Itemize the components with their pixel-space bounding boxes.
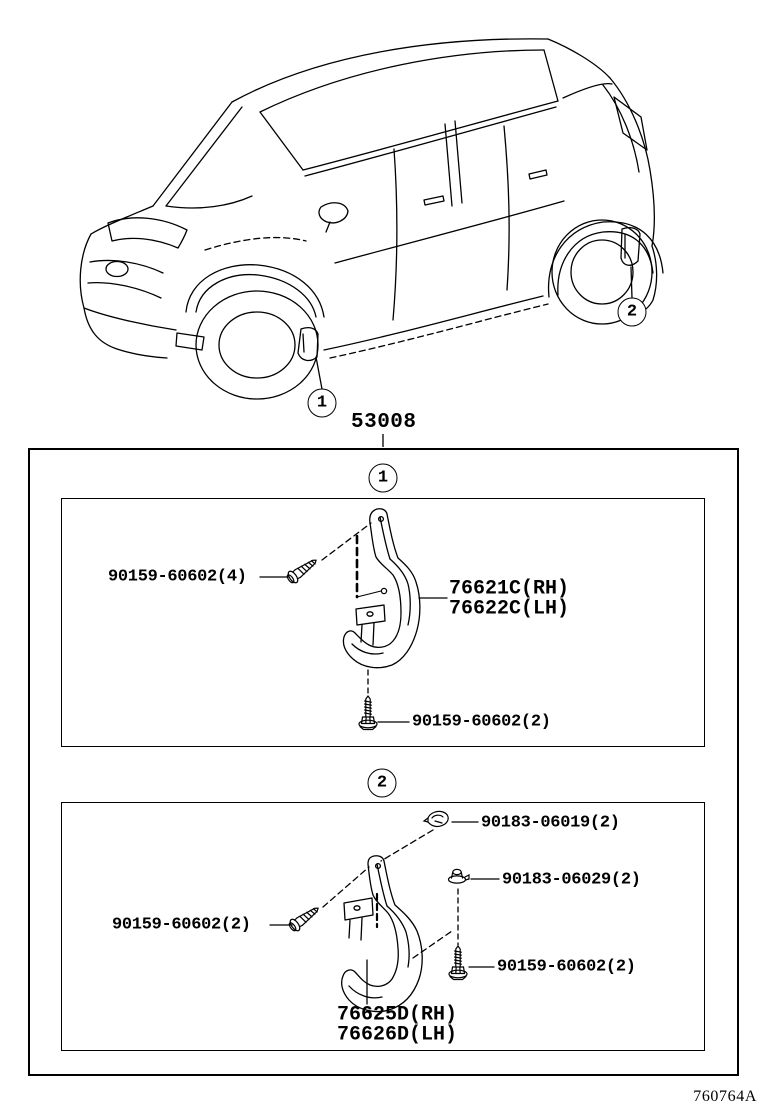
section-1-box <box>61 498 705 747</box>
car-line-art <box>80 39 663 399</box>
front-mudflap-mark <box>298 328 318 361</box>
part-label-bolt-front: 90159-60602(2) <box>412 712 551 732</box>
figure-code: 760764A <box>693 1088 757 1105</box>
section-1-callout: 1 <box>369 464 398 493</box>
section-2-callout: 2 <box>368 769 397 798</box>
part-label-clip-rear: 90183-06019(2) <box>481 813 620 833</box>
main-part-number: 53008 <box>351 411 417 434</box>
part-label-76621C-RH: 76621C(RH) <box>449 577 570 601</box>
rear-mudflap-mark <box>621 228 640 266</box>
car-callout-1-leader <box>316 357 322 389</box>
part-label-nut-rear: 90183-06029(2) <box>502 870 641 890</box>
part-label-screw-front: 90159-60602(4) <box>108 567 247 587</box>
part-label-screw-rear: 90159-60602(2) <box>112 915 251 935</box>
part-label-76622C-LH: 76622C(LH) <box>449 597 570 621</box>
part-label-76625D-RH: 76625D(RH) <box>337 1003 458 1027</box>
part-label-bolt-rear: 90159-60602(2) <box>497 957 636 977</box>
car-callout-1: 1 <box>308 389 337 418</box>
car-callout-2-leader <box>631 267 632 298</box>
car-callout-2: 2 <box>618 298 647 327</box>
part-label-76626D-LH: 76626D(LH) <box>337 1023 458 1047</box>
